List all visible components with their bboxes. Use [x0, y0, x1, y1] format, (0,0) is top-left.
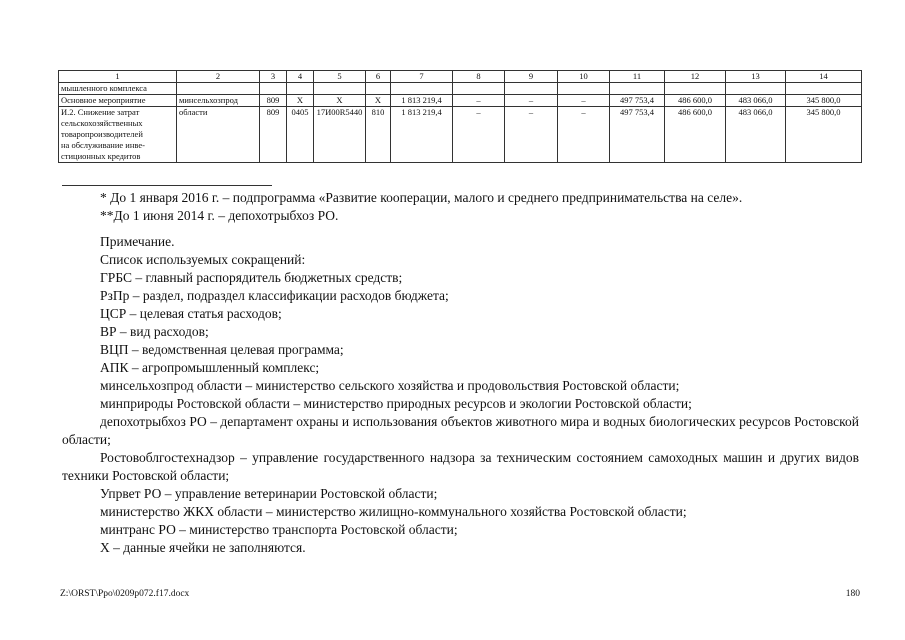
table-cell: 0405 [287, 107, 314, 163]
abbreviation-item: Упрвет РО – управление ветеринарии Ростовской области; [100, 486, 438, 501]
table-cell [453, 83, 505, 95]
table-cell [610, 83, 665, 95]
abbreviation-item: РзПр – раздел, подраздел классификации расходов бюджета; [100, 288, 449, 303]
table-cell [726, 83, 786, 95]
table-cell [260, 83, 287, 95]
abbreviation-item: депохотрыбхоз РО – департамент охраны и использования объектов животного мира и водных биологических ресурсов Ростовской области; [62, 414, 859, 447]
abbreviation-item: минприроды Ростовской области – министерство природных ресурсов и экологии Ростовской области; [100, 396, 692, 411]
cell-line: И.2. Снижение затрат [61, 107, 140, 117]
cell-line: товаропроизводителей [61, 129, 143, 139]
table-cell [287, 83, 314, 95]
table-cell: – [453, 107, 505, 163]
table-cell [366, 83, 391, 95]
cell-line: сельскохозяйственных [61, 118, 143, 128]
table-row [59, 107, 862, 163]
abbreviation-item: ВЦП – ведомственная целевая программа; [100, 342, 344, 357]
table-cell [786, 83, 862, 95]
table-cell: 810 [366, 107, 391, 163]
table-cell [314, 83, 366, 95]
table-cell: 1 813 219,4 [391, 95, 453, 107]
table-cell: 809 [260, 95, 287, 107]
abbreviation-item: министерство ЖКХ области – министерство жилищно-коммунального хозяйства Ростовской области; [100, 504, 687, 519]
table-cell: 483 066,0 [726, 107, 786, 163]
footnote-separator [62, 185, 272, 186]
header-cell: 4 [287, 71, 314, 83]
table-cell: 486 600,0 [665, 107, 726, 163]
table-cell: – [505, 107, 558, 163]
table-cell: Х [366, 95, 391, 107]
header-cell: 9 [505, 71, 558, 83]
table-cell: 483 066,0 [726, 95, 786, 107]
table-row [59, 95, 862, 107]
table-cell: – [558, 95, 610, 107]
header-cell: 3 [260, 71, 287, 83]
table-cell: 497 753,4 [610, 107, 665, 163]
table-cell: 486 600,0 [665, 95, 726, 107]
table-cell: – [558, 107, 610, 163]
table-cell: Х [314, 95, 366, 107]
footnote: * До 1 января 2016 г. – подпрограмма «Развитие кооперации, малого и среднего предпринимательства на селе». [100, 190, 743, 205]
table-cell [391, 83, 453, 95]
abbreviation-item: Ростовоблгостехнадзор – управление государственного надзора за техническим состоянием самоходных машин и других видов техники Ростовской области; [62, 450, 859, 483]
table-cell: мышленного комплекса [59, 83, 177, 95]
table-cell [665, 83, 726, 95]
header-cell: 11 [610, 71, 665, 83]
header-cell: 7 [391, 71, 453, 83]
abbreviations-notes [62, 233, 859, 557]
table-cell: Основное мероприятие [59, 95, 177, 107]
header-cell: 13 [726, 71, 786, 83]
cell-line: на обслуживание инве- [61, 140, 145, 150]
footer-file-path: Z:\ORST\Ppo\0209p072.f17.docx [60, 589, 190, 599]
table-cell: минсельхозпрод [177, 95, 260, 107]
header-cell: 12 [665, 71, 726, 83]
table-header-row [59, 71, 862, 83]
header-cell: 8 [453, 71, 505, 83]
abbreviation-item: ЦСР – целевая статья расходов; [100, 306, 282, 321]
header-cell: 14 [786, 71, 862, 83]
header-cell: 5 [314, 71, 366, 83]
abbreviation-item: ГРБС – главный распорядитель бюджетных средств; [100, 270, 403, 285]
cell-line: стиционных кредитов [61, 151, 141, 161]
header-cell: 6 [366, 71, 391, 83]
abbreviation-item: минсельхозпрод области – министерство сельского хозяйства и продовольствия Ростовской области; [100, 378, 680, 393]
table-cell: 345 800,0 [786, 107, 862, 163]
table-cell: области [177, 107, 260, 163]
table-cell [177, 83, 260, 95]
table-cell: 345 800,0 [786, 95, 862, 107]
abbreviation-item: АПК – агропромышленный комплекс; [100, 360, 320, 375]
table-cell: 17И00R5440 [314, 107, 366, 163]
table-cell [558, 83, 610, 95]
notes-title: Примечание. [100, 234, 175, 249]
table-cell: 1 813 219,4 [391, 107, 453, 163]
abbreviation-item: ВР – вид расходов; [100, 324, 209, 339]
table-cell: – [505, 95, 558, 107]
budget-table [58, 70, 862, 163]
table-cell [59, 107, 177, 163]
table-cell: Х [287, 95, 314, 107]
header-cell: 1 [59, 71, 177, 83]
abbreviation-item: минтранс РО – министерство транспорта Ростовской области; [100, 522, 458, 537]
table-row [59, 83, 862, 95]
table-cell: 497 753,4 [610, 95, 665, 107]
table-cell [505, 83, 558, 95]
table-cell: – [453, 95, 505, 107]
notes-list-title: Список используемых сокращений: [100, 252, 306, 267]
header-cell: 10 [558, 71, 610, 83]
page-number: 180 [845, 589, 860, 599]
table-cell: 809 [260, 107, 287, 163]
abbreviation-item: Х – данные ячейки не заполняются. [100, 540, 306, 555]
header-cell: 2 [177, 71, 260, 83]
footnote: **До 1 июня 2014 г. – депохотрыбхоз РО. [100, 208, 339, 223]
